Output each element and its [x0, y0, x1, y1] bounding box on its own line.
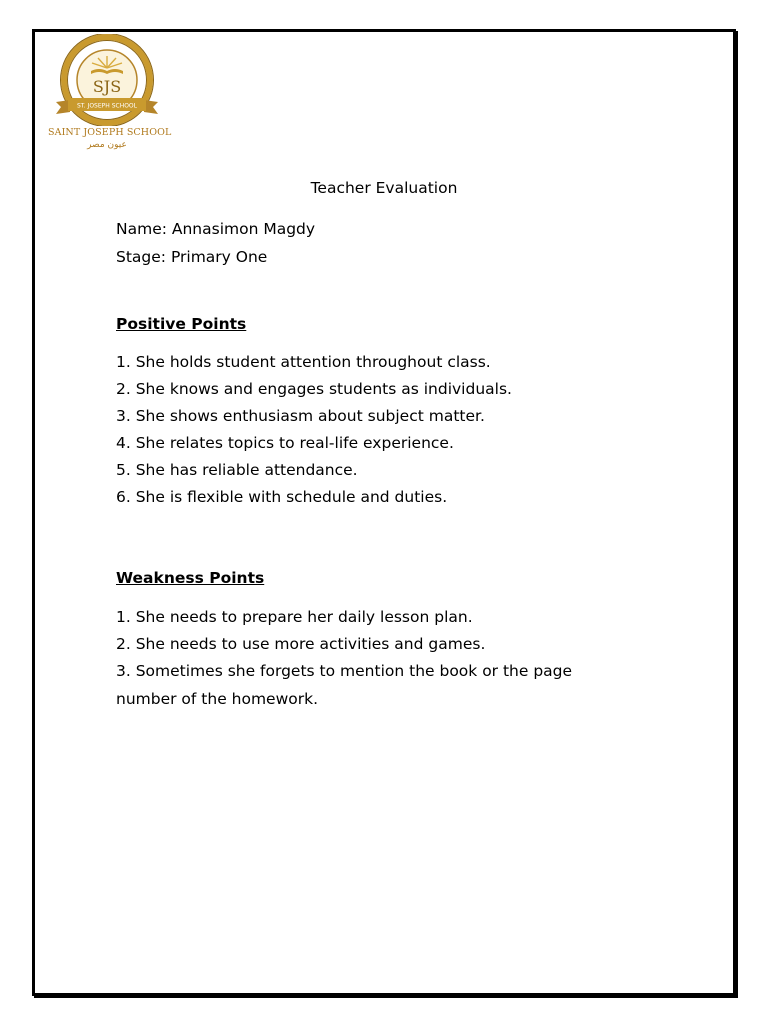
school-logo [48, 34, 172, 156]
positive-point-item: 2. She knows and engages students as individuals. [116, 380, 512, 398]
weakness-point-item: 1. She needs to prepare her daily lesson plan. [116, 608, 473, 626]
logo-caption: SAINT JOSEPH SCHOOL [48, 127, 172, 138]
document-title: Teacher Evaluation [310, 179, 458, 197]
school-seal-icon [48, 34, 166, 126]
positive-point-item: 5. She has reliable attendance. [116, 461, 358, 479]
weakness-point-item-continued: number of the homework. [116, 690, 319, 708]
seal-ring-text: ST. JOSEPH SCHOOL [76, 102, 138, 110]
weakness-point-item: 3. Sometimes she forgets to mention the book or the page [116, 662, 573, 680]
weakness-point-item: 2. She needs to use more activities and games. [116, 635, 486, 653]
positive-points-heading: Positive Points [116, 315, 247, 333]
positive-point-item: 6. She is flexible with schedule and duties. [116, 488, 448, 506]
positive-point-item: 4. She relates topics to real-life experience. [116, 434, 454, 452]
weakness-points-heading: Weakness Points [116, 569, 265, 587]
positive-point-item: 1. She holds student attention throughout class. [116, 353, 491, 371]
logo-caption-arabic: عيون مصر [87, 140, 127, 150]
seal-monogram: SJS [92, 77, 122, 96]
positive-point-item: 3. She shows enthusiasm about subject matter. [116, 407, 485, 425]
teacher-stage: Stage: Primary One [116, 248, 268, 266]
page-border [32, 29, 736, 996]
teacher-name: Name: Annasimon Magdy [116, 220, 316, 238]
